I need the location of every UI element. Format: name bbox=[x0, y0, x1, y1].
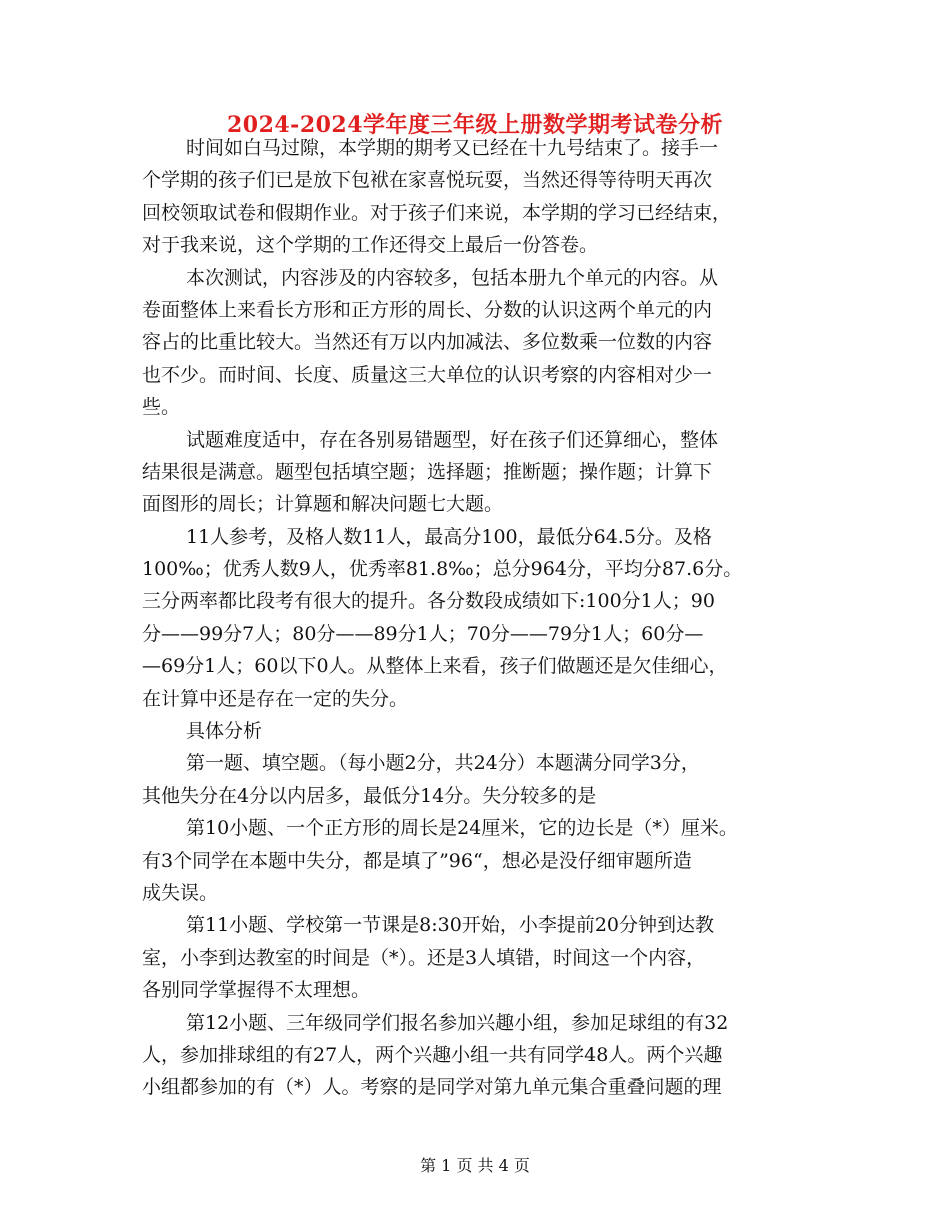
text-line: 人，参加排球组的有27人，两个兴趣小组一共有同学48人。两个兴趣 bbox=[142, 1043, 723, 1066]
text-line: 本次测试，内容涉及的内容较多，包括本册九个单元的内容。从 bbox=[186, 266, 719, 289]
page-footer: 第 1 页 共 4 页 bbox=[420, 1156, 530, 1175]
text-line: 试题难度适中，存在各别易错题型，好在孩子们还算细心，整体 bbox=[186, 428, 719, 451]
text-line: 100‰；优秀人数9人，优秀率81.8‰；总分964分，平均分87.6分。 bbox=[142, 558, 743, 581]
text-line: 第一题、填空题。（每小题2分，共24分）本题满分同学3分， bbox=[186, 752, 700, 775]
text-line: 11人参考，及格人数11人，最高分100，最低分64.5分。及格 bbox=[186, 525, 712, 548]
text-line: —69分1人；60以下0人。从整体上来看，孩子们做题还是欠佳细心， bbox=[142, 655, 728, 678]
text-line: 些。 bbox=[142, 396, 181, 419]
text-line: 卷面整体上来看长方形和正方形的周长、分数的认识这两个单元的内 bbox=[142, 298, 713, 321]
text-line: 结果很是满意。题型包括填空题；选择题；推断题；操作题；计算下 bbox=[142, 460, 713, 483]
text-line: 具体分析 bbox=[186, 720, 263, 743]
text-line: 其他失分在4分以内居多，最低分14分。失分较多的是 bbox=[142, 784, 597, 807]
text-line: 回校领取试卷和假期作业。对于孩子们来说，本学期的学习已经结束， bbox=[142, 201, 732, 224]
text-line: 容占的比重比较大。当然还有万以内加减法、多位数乘一位数的内容 bbox=[142, 331, 713, 354]
text-line: 第11小题、学校第一节课是8:30开始，小李提前20分钟到达教 bbox=[186, 914, 715, 937]
text-line: 各别同学掌握得不太理想。 bbox=[142, 979, 371, 1002]
text-line: 第10小题、一个正方形的周长是24厘米，它的边长是（*）厘米。 bbox=[186, 817, 738, 840]
text-line: 在计算中还是存在一定的失分。 bbox=[142, 687, 409, 710]
text-line: 第12小题、三年级同学们报名参加兴趣小组，参加足球组的有32 bbox=[186, 1011, 729, 1034]
text-line: 分——99分7人；80分——89分1人；70分——79分1人；60分— bbox=[142, 622, 704, 645]
text-line: 个学期的孩子们已是放下包袱在家喜悦玩耍，当然还得等待明天再次 bbox=[142, 169, 713, 192]
text-line: 有3个同学在本题中失分，都是填了”96“，想必是没仔细审题所造 bbox=[142, 849, 692, 872]
text-line: 也不少。而时间、长度、质量这三大单位的认识考察的内容相对少一 bbox=[142, 363, 713, 386]
text-line: 三分两率都比段考有很大的提升。各分数段成绩如下:100分1人；90 bbox=[142, 590, 715, 613]
text-line: 室，小李到达教室的时间是（*）。还是3人填错，时间这一个内容， bbox=[142, 946, 706, 969]
text-line: 面图形的周长；计算题和解决问题七大题。 bbox=[142, 493, 504, 516]
document-title: 2024-2024学年度三年级上册数学期考试卷分析 bbox=[226, 112, 724, 138]
text-line: 时间如白马过隙，本学期的期考又已经在十九号结束了。接手一 bbox=[186, 137, 719, 159]
text-line: 小组都参加的有（*）人。考察的是同学对第九单元集合重叠问题的理 bbox=[142, 1076, 722, 1099]
document-body bbox=[142, 132, 807, 1104]
text-line: 对于我来说，这个学期的工作还得交上最后一份答卷。 bbox=[142, 234, 599, 257]
text-line: 成失误。 bbox=[142, 881, 219, 904]
